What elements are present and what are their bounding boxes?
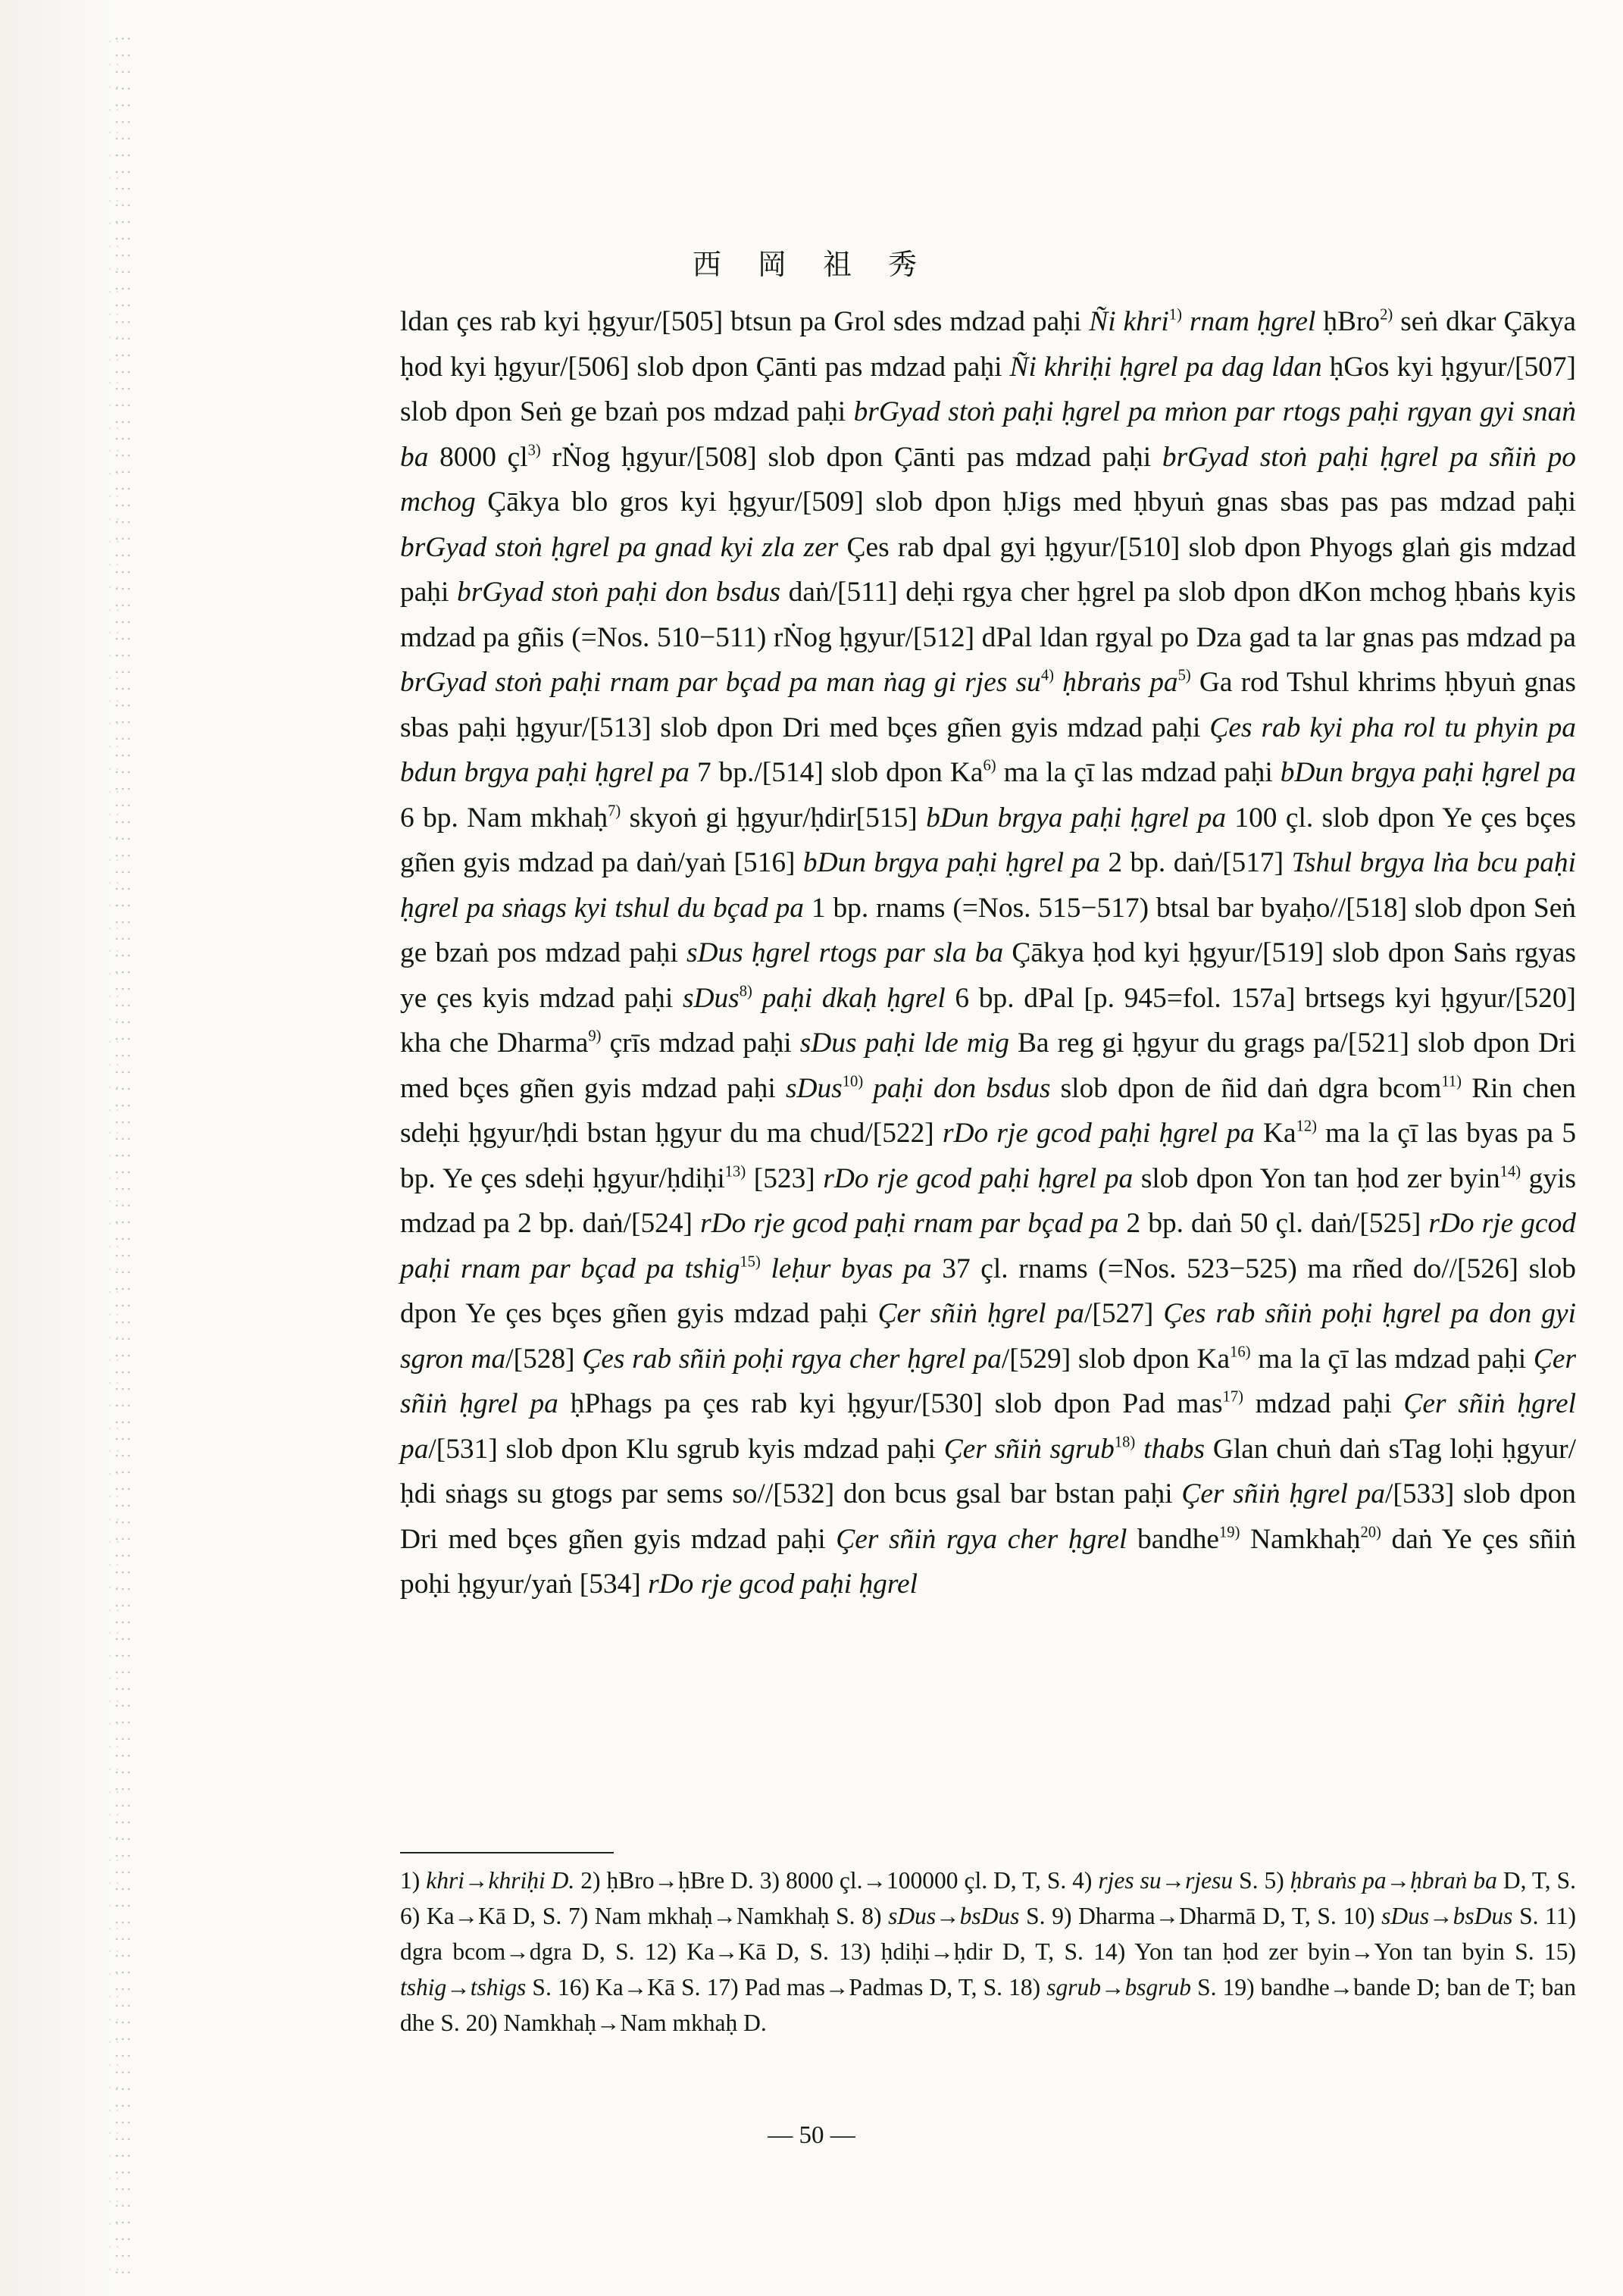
text-run: Çākya blo gros kyi ḥgyur/[509] slob dpon ḥJigs med ḥbyuṅ gnas sbas pas pas mdzad paḥi <box>475 486 1576 518</box>
text-run: slob dpon de ñid daṅ dgra bcom <box>1050 1072 1442 1104</box>
page-number: — 50 — <box>768 2122 855 2149</box>
text-run: Rin chen sdeḥi ḥgyur/ḥdi bstan ḥgyur du ma chud/[522] <box>400 1072 1576 1149</box>
text-run: 37 çl. rnams (=Nos. 523−525) ma rñed do//[526] slob dpon Ye çes bçes gñen gyis mdzad paḥi <box>400 1253 1576 1329</box>
text-run: Ka <box>1254 1118 1296 1149</box>
footnote-ref: 15) <box>740 1253 761 1271</box>
footnote-ref: 17) <box>1222 1388 1243 1406</box>
text-run: /[528] <box>505 1343 583 1375</box>
text-run: ḥPhags pa çes rab kyi ḥgyur/[530] slob dpon Pad mas <box>558 1388 1223 1419</box>
italic-title: Ñi khri <box>1089 306 1169 337</box>
italic-title: sgrub→bsgrub <box>1046 1974 1192 2000</box>
italic-title: sDus→bsDus <box>888 1903 1020 1929</box>
text-run: 6 bp. Nam mkhaḥ <box>400 802 608 834</box>
italic-title: rDo rje gcod paḥi rnam par bçad pa <box>700 1208 1119 1239</box>
text-run: Glan chuṅ daṅ sTag loḥi ḥgyur/ḥdi sṅags su gtogs par sems so//[532] don bcus gsal bar bstan paḥi <box>400 1433 1576 1509</box>
text-run: D, T, S. 6) Ka→Kā D, S. 7) Nam mkhaḥ→Namkhaḥ S. 8) <box>400 1867 1576 1929</box>
footnotes <box>400 1863 1576 2041</box>
text-run: S. 11) dgra bcom→dgra D, S. 12) Ka→Kā D, S. 13) ḥdiḥi→ḥdir D, T, S. 14) Yon tan ḥod zer byin→Yon tan byin S. 15) <box>400 1903 1576 1965</box>
text-run: daṅ/[511] deḥi rgya cher ḥgrel pa slob dpon dKon mchog ḥbaṅs kyis mdzad pa gñis (=Nos. 510−511) rṄog ḥgyur/[512] dPal ldan rgyal po Dza gad ta lar gnas pas mdzad pa <box>400 577 1576 653</box>
text-run: ma la çī las mdzad paḥi <box>1250 1343 1534 1375</box>
text-run: 2) ḥBro→ḥBre D. 3) 8000 çl.→100000 çl. D, T, S. 4) <box>574 1867 1099 1894</box>
italic-title: sDus <box>682 982 740 1014</box>
footnote-ref: 16) <box>1230 1344 1251 1361</box>
footnote-ref: 3) <box>527 442 541 459</box>
text-run: rṄog ḥgyur/[508] slob dpon Çānti pas mdzad paḥi <box>540 441 1162 473</box>
italic-title: Çer sñiṅ ḥgrel pa <box>1181 1478 1385 1509</box>
footnote-ref: 18) <box>1114 1434 1136 1451</box>
footnote-ref: 6) <box>983 757 996 774</box>
footnote-ref: 13) <box>724 1163 746 1181</box>
italic-title: sDus ḥgrel rtogs par sla ba <box>686 937 1004 968</box>
italic-title: tshig→tshigs <box>400 1974 527 2000</box>
footnote-ref: 4) <box>1040 667 1054 684</box>
italic-title: rDo rje gcod paḥi ḥgrel pa <box>942 1118 1255 1149</box>
text-run: seṅ dkar Çākya ḥod kyi ḥgyur/[506] slob dpon Çānti pas mdzad paḥi <box>400 306 1577 383</box>
text-run: 1) <box>400 1867 427 1894</box>
text-run: S. 5) <box>1233 1867 1290 1894</box>
italic-title: brGyad stoṅ paḥi don bsdus <box>457 577 780 608</box>
text-run: slob dpon Yon tan ḥod zer byin <box>1133 1162 1500 1194</box>
text-run: ma la çī las mdzad paḥi <box>996 757 1281 788</box>
text-run: ḥGos kyi ḥgyur/[507] slob dpon Seṅ ge bzaṅ pos mdzad paḥi <box>400 351 1576 427</box>
footnote-ref: 2) <box>1380 306 1393 324</box>
text-run: ma la çī las byas pa 5 bp. Ye çes sdeḥi ḥgyur/ḥdiḥi <box>400 1118 1577 1194</box>
italic-title: Tshul brgya lṅa bcu paḥi ḥgrel pa sṅags kyi tshul du bçad pa <box>400 847 1576 924</box>
binding-shadow <box>0 0 144 2296</box>
text-run: Ga rod Tshul khrims ḥbyuṅ gnas sbas paḥi ḥgyur/[513] slob dpon Dri med bçes gñen gyis mdzad paḥi <box>400 667 1576 743</box>
italic-title: Çer sñiṅ ḥgrel pa <box>400 1343 1576 1419</box>
footnote-ref: 9) <box>588 1028 602 1045</box>
text-run: Ba reg gi ḥgyur du grags pa/[521] slob dpon Dri med bçes gñen gyis mdzad paḥi <box>400 1028 1576 1104</box>
text-run: /[529] slob dpon Ka <box>1001 1343 1231 1375</box>
footnote-ref: 20) <box>1360 1524 1381 1541</box>
text-run: 1 bp. rnams (=Nos. 515−517) btsal bar byaḥo//[518] slob dpon Seṅ ge bzaṅ pos mdzad paḥi <box>400 892 1577 968</box>
running-head: 西 岡 祖 秀 <box>692 248 931 281</box>
italic-title: rnam ḥgrel <box>1181 306 1316 337</box>
footnote-ref: 14) <box>1499 1163 1521 1181</box>
text-run: S. 9) Dharma→Dharmā D, T, S. 10) <box>1019 1903 1382 1929</box>
italic-title: Çer sñiṅ sgrub <box>943 1433 1115 1465</box>
text-run: Çes rab dpal gyi ḥgyur/[510] slob dpon Phyogs glaṅ gis mdzad paḥi <box>400 531 1576 608</box>
italic-title: Çer sñiṅ ḥgrel pa <box>877 1298 1084 1329</box>
text-run: ḥBro <box>1315 306 1381 337</box>
text-run: ldan çes rab kyi ḥgyur/[505] btsun pa Grol sdes mdzad paḥi <box>400 306 1090 337</box>
italic-title: paḥi don bsdus <box>863 1072 1051 1104</box>
footnote-ref: 10) <box>842 1073 864 1090</box>
text-run: S. 16) Ka→Kā S. 17) Pad mas→Padmas D, T, S. 18) <box>526 1974 1047 2000</box>
text-run: /[533] slob dpon Dri med bçes gñen gyis mdzad paḥi <box>400 1478 1576 1555</box>
text-run: çrīs mdzad paḥi <box>601 1028 800 1059</box>
italic-title: thabs <box>1135 1433 1206 1465</box>
text-run: bandhe <box>1127 1523 1220 1555</box>
italic-title: brGyad stoṅ ḥgrel pa gnad kyi zla zer <box>400 531 839 563</box>
italic-title: rDo rje gcod paḥi ḥgrel <box>648 1569 918 1600</box>
text-run: 6 bp. dPal [p. 945=fol. 157a] brtsegs kyi ḥgyur/[520] kha che Dharma <box>400 982 1576 1059</box>
italic-title: Çes rab kyi pha rol tu phyin pa bdun brgya paḥi ḥgrel pa <box>400 712 1576 788</box>
text-run: mdzad paḥi <box>1243 1388 1404 1419</box>
italic-title: ḥbraṅs pa→ḥbraṅ ba <box>1290 1867 1497 1894</box>
italic-title: Çer sñiṅ rgya cher ḥgrel <box>836 1523 1127 1555</box>
text-run: skyoṅ gi ḥgyur/ḥdir[515] <box>621 802 927 834</box>
text-run: 100 çl. slob dpon Ye çes bçes gñen gyis mdzad pa daṅ/yaṅ [516] <box>400 802 1576 878</box>
footnote-ref: 12) <box>1296 1118 1317 1135</box>
footnote-ref: 19) <box>1219 1524 1240 1541</box>
text-run: Çākya ḥod kyi ḥgyur/[519] slob dpon Saṅs rgyas ye çes kyis mdzad paḥi <box>400 937 1576 1014</box>
binding-edge-texture-secondary <box>106 30 124 2273</box>
text-run: gyis mdzad pa 2 bp. daṅ/[524] <box>400 1162 1577 1239</box>
italic-title: leḥur byas pa <box>760 1253 932 1284</box>
text-run: /[527] <box>1084 1298 1164 1329</box>
italic-title: bDun brgya paḥi ḥgrel pa <box>802 847 1100 878</box>
italic-title: bDun brgya paḥi ḥgrel pa <box>1280 757 1576 788</box>
italic-title: brGyad stoṅ paḥi ḥgrel pa mṅon par rtogs paḥi rgyan gyi snaṅ ba <box>400 396 1576 473</box>
italic-title: ḥbraṅs pa <box>1053 667 1178 698</box>
italic-title: sDus paḥi lde mig <box>799 1028 1009 1059</box>
italic-title: Çes rab sñiṅ poḥi rgya cher ḥgrel pa <box>582 1343 1002 1375</box>
italic-title: sDus→bsDus <box>1381 1903 1513 1929</box>
text-run: S. 19) bandhe→bande D; ban de T; ban dhe S. 20) Namkhaḥ→Nam mkhaḥ D. <box>400 1974 1576 2036</box>
footnote-ref: 11) <box>1441 1073 1462 1090</box>
italic-title: paḥi dkaḥ ḥgrel <box>752 982 946 1014</box>
body-text <box>400 299 1576 1607</box>
text-run: [523] <box>746 1162 824 1194</box>
italic-title: brGyad stoṅ paḥi rnam par bçad pa man ṅag gi rjes su <box>400 667 1041 698</box>
footnote-ref: 8) <box>739 983 752 1000</box>
italic-title: Çes rab sñiṅ poḥi ḥgrel pa don gyi sgron ma <box>400 1298 1576 1375</box>
text-run: 8000 çl <box>428 441 528 473</box>
italic-title: rDo rje gcod paḥi rnam par bçad pa tshig <box>400 1208 1576 1284</box>
italic-title: brGyad stoṅ paḥi ḥgrel pa sñiṅ po mchog <box>400 441 1576 518</box>
italic-title: bDun brgya paḥi ḥgrel pa <box>926 802 1227 834</box>
text-run: 2 bp. daṅ 50 çl. daṅ/[525] <box>1118 1208 1429 1239</box>
text-run: daṅ Ye çes sñiṅ poḥi ḥgyur/yaṅ [534] <box>400 1523 1576 1600</box>
italic-title: rjes su→rjesu <box>1098 1867 1234 1894</box>
italic-title: sDus <box>785 1072 843 1104</box>
italic-title: rDo rje gcod paḥi ḥgrel pa <box>823 1162 1134 1194</box>
italic-title: Ñi khriḥi ḥgrel pa dag ldan <box>1009 351 1322 383</box>
text-run: Namkhaḥ <box>1240 1523 1361 1555</box>
italic-title: Çer sñiṅ ḥgrel pa <box>400 1388 1576 1465</box>
footnote-ref: 7) <box>608 802 621 820</box>
footnote-ref: 5) <box>1177 667 1191 684</box>
footnote-rule <box>400 1852 614 1853</box>
text-run: 7 bp./[514] slob dpon Ka <box>689 757 983 788</box>
italic-title: khri→khriḥi D. <box>426 1867 575 1894</box>
text-run: 2 bp. daṅ/[517] <box>1099 847 1292 878</box>
footnote-ref: 1) <box>1168 306 1182 324</box>
text-run: /[531] slob dpon Klu sgrub kyis mdzad paḥi <box>428 1433 944 1465</box>
